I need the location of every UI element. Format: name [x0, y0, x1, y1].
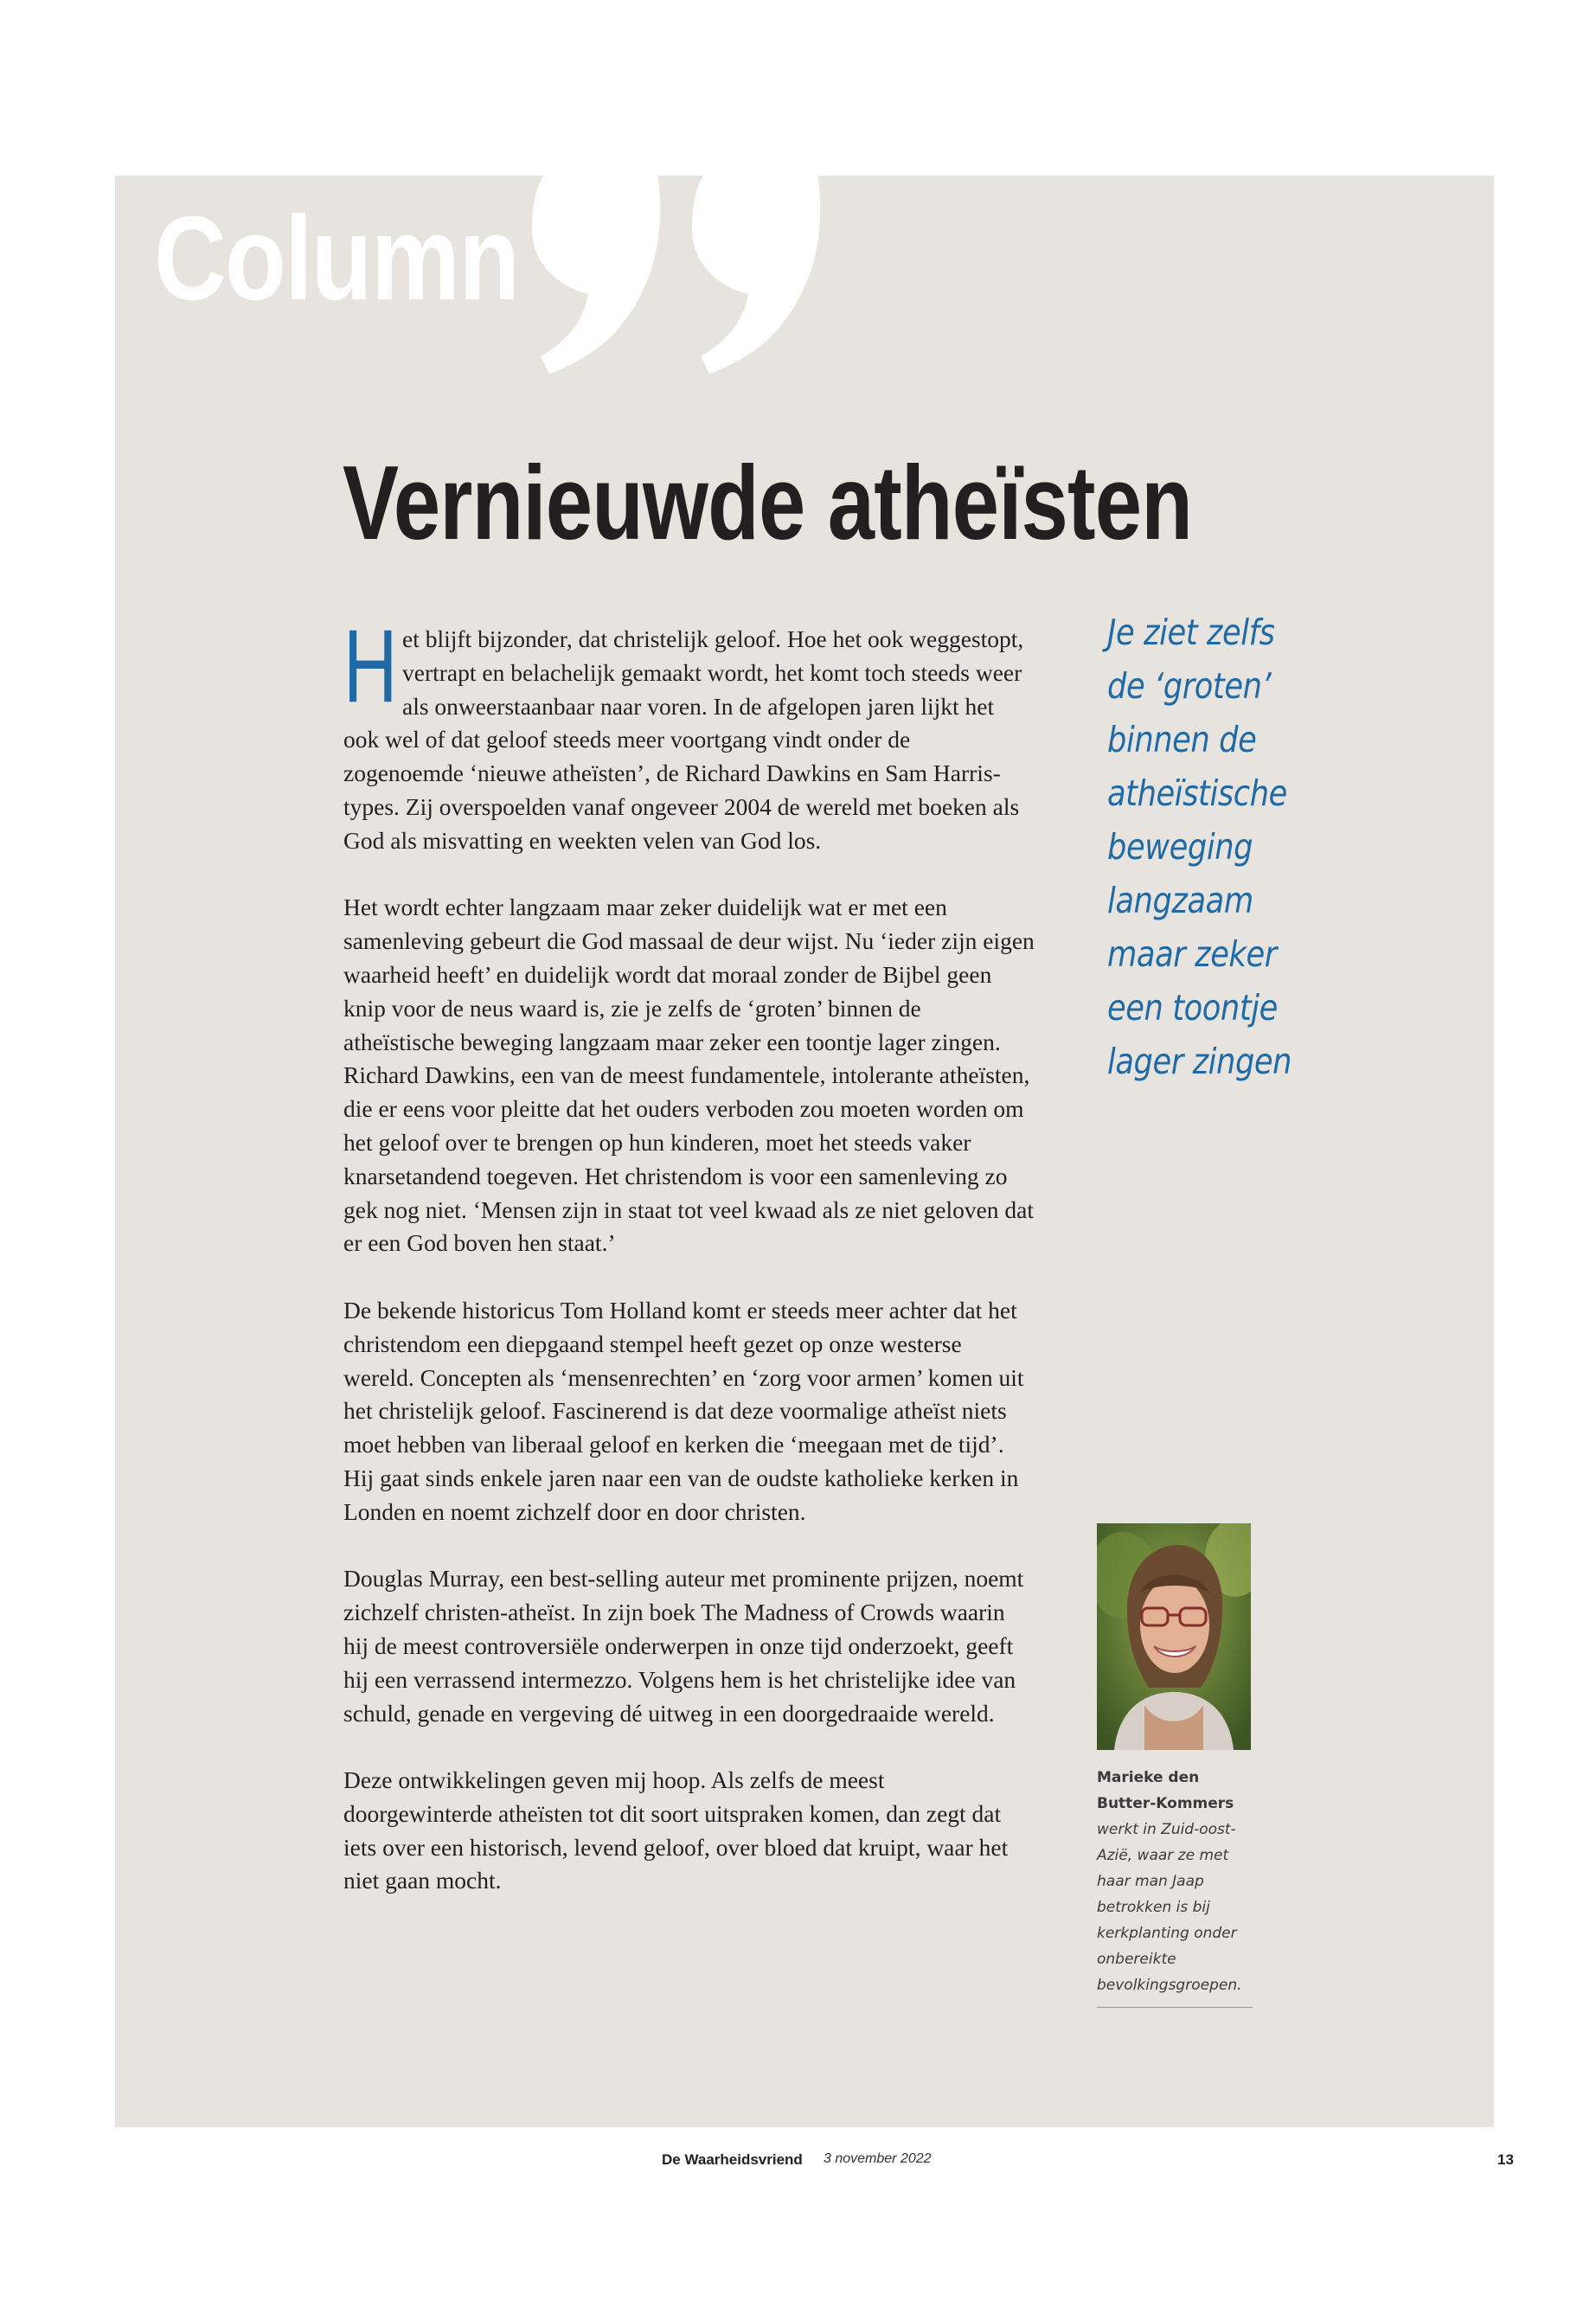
article-paragraph-2: Het wordt echter langzaam maar zeker duidelijk wat er met een samenleving gebeurt die God massaal de deur wijst. Nu ‘ieder zijn eigen waarheid heeft’ en duidelijk wordt dat moraal zonder de Bijbel geen knip voor de neus waard is, zie je zelfs de ‘groten’ binnen de atheïstische beweging langzaam maar zeker een toontje lager zingen. Richard Dawkins, een van de meest fundamentele, intolerante atheïsten, die er eens voor pleitte dat het ouders verboden zou moeten worden om het geloof over te brengen op hun kinderen, moet het steeds vaker knarsetandend toegeven. Het christendom is voor een samenleving zo gek nog niet. ‘Mensen zijn in staat tot veel kwaad als ze niet geloven dat er een God boven hen staat.’: [343, 894, 1035, 1257]
section-label: Column: [154, 192, 519, 325]
article-body: [343, 608, 1035, 1932]
quote-comma-left: [532, 173, 660, 374]
pull-quote: Je ziet zelfs de ‘groten’ binnen de atheïstische beweging langzaam maar zeker een toontje lager zingen: [1107, 612, 1292, 1082]
article-paragraph-1: [343, 608, 1035, 858]
magazine-name: De Waarheidsvriend: [662, 2151, 803, 2168]
issue-date: 3 november 2022: [824, 2151, 932, 2166]
drop-cap: H: [343, 608, 398, 724]
author-portrait: [1097, 1523, 1251, 1750]
paragraph-1-text: et blijft bijzonder, dat christelijk geloof. Hoe het ook weggestopt, vertrapt en belachelijk gemaakt wordt, het komt toch steeds weer als onweerstaanbaar naar voren. In de afgelopen jaren lijkt het ook wel of dat geloof steeds meer voortgang vindt onder de zogenoemde ‘nieuwe atheïsten’, de Richard Dawkins en Sam Harris-types. Zij overspoelden vanaf ongeveer 2004 de wereld met boeken als God als misvatting en weekten velen van God los.: [343, 625, 1024, 854]
article-paragraph-3: De bekende historicus Tom Holland komt er steeds meer achter dat het christendom een diepgaand stempel heeft gezet op onze westerse wereld. Concepten als ‘mensenrechten’ en ‘zorg voor armen’ komen uit het christelijk geloof. Fascinerend is dat deze voormalige atheïst niets moet hebben van liberaal geloof en kerken die ‘meegaan met de tijd’. Hij gaat sinds enkele jaren naar een van de oudste katholieke kerken in Londen en noemt zichzelf door en door christen.: [343, 1296, 1024, 1525]
article-headline: Vernieuwde atheïsten: [343, 444, 1193, 561]
quote-comma-right: [692, 173, 820, 374]
article-paragraph-4: Douglas Murray, een best-selling auteur met prominente prijzen, noemt zichzelf christen-atheïst. In zijn boek The Madness of Crowds waarin hij de meest controversiële onderwerpen in onze tijd onderzoekt, geeft hij een verrassend intermezzo. Volgens hem is het christelijke idee van schuld, genade en vergeving dé uitweg in een doorgedraaide wereld.: [343, 1565, 1024, 1727]
author-bio: [1097, 1765, 1253, 2008]
article-paragraph-5: Deze ontwikkelingen geven mij hoop. Als zelfs de meest doorgewinterde atheïsten tot dit soort uitspraken komen, dan zegt dat iets over een historisch, levend geloof, over bloed dat kruipt, waar het niet gaan mocht.: [343, 1766, 1009, 1894]
author-name: Marieke den Butter-Kommers: [1097, 1769, 1234, 1812]
author-portrait-image: [1097, 1523, 1251, 1750]
author-bio-text: werkt in Zuid-oost-Azië, waar ze met haar man Jaap betrokken is bij kerkplanting onder onbereikte bevolkingsgroepen.: [1097, 1821, 1242, 1994]
page-number: 13: [1497, 2151, 1514, 2168]
closing-quote-icon: [519, 173, 839, 381]
page-footer: [0, 2151, 1596, 2177]
